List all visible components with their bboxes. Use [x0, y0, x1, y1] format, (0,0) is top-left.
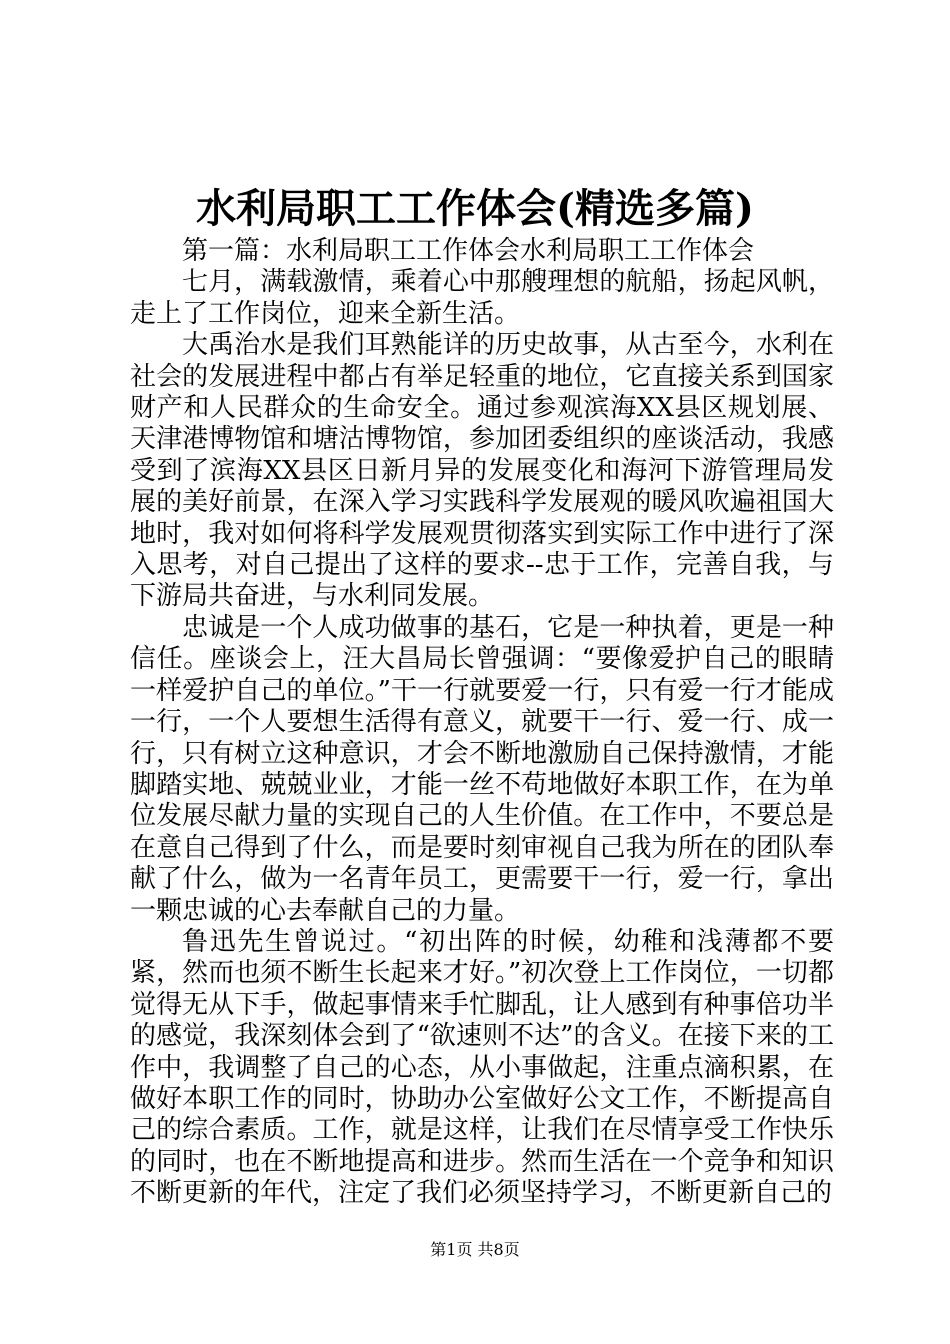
- document-body: [130, 236, 834, 1210]
- paragraph: 忠诚是一个人成功做事的基石，它是一种执着，更是一种信任。座谈会上，汪大昌局长曾强调：“要像爱护自己的眼睛一样爱护自己的单位。”干一行就要爱一行，只有爱一行才能成一行，一个人要想生活得有意义，就要干一行、爱一行、成一行，只有树立这种意识，才会不断地激励自己保持激情，才能脚踏实地、兢兢业业，才能一丝不苟地做好本职工作，在为单位发展尽献力量的实现自己的人生价值。在工作中，不要总是在意自己得到了什么，而是要时刻审视自己我为所在的团队奉献了什么，做为一名青年员工，更需要干一行，爱一行，拿出一颗忠诚的心去奉献自己的力量。: [130, 612, 834, 926]
- paragraph: 七月，满载激情，乘着心中那艘理想的航船，扬起风帆，走上了工作岗位，迎来全新生活。: [130, 267, 834, 329]
- paragraph: 大禹治水是我们耳熟能详的历史故事，从古至今，水利在社会的发展进程中都占有举足轻重的地位，它直接关系到国家财产和人民群众的生命安全。通过参观滨海XX县区规划展、天津港博物馆和塘沽博物馆，参加团委组织的座谈活动，我感受到了滨海XX县区日新月异的发展变化和海河下游管理局发展的美好前景，在深入学习实践科学发展观的暖风吹遍祖国大地时，我对如何将科学发展观贯彻落实到实际工作中进行了深入思考，对自己提出了这样的要求--忠于工作，完善自我，与下游局共奋进，与水利同发展。: [130, 330, 834, 612]
- paragraph: 第一篇：水利局职工工作体会水利局职工工作体会: [182, 236, 755, 266]
- paragraph: 鲁迅先生曾说过。“初出阵的时候，幼稚和浅薄都不要紧，然而也须不断生长起来才好。”初次登上工作岗位，一切都觉得无从下手，做起事情来手忙脚乱，让人感到有种事倍功半的感觉，我深刻体会到了“欲速则不达”的含义。在接下来的工作中，我调整了自己的心态，从小事做起，注重点滴积累，在做好本职工作的同时，协助办公室做好公文工作，不断提高自己的综合素质。工作，就是这样，让我们在尽情享受工作快乐的同时，也在不断地提高和进步。然而生活在一个竞争和知识不断更新的年代，注定了我们必须坚持学习，不断更新自己的: [130, 926, 834, 1209]
- page-number-footer: 第1页 共8页: [430, 1240, 520, 1259]
- document-title: 水利局职工工作体会(精选多篇): [196, 185, 754, 232]
